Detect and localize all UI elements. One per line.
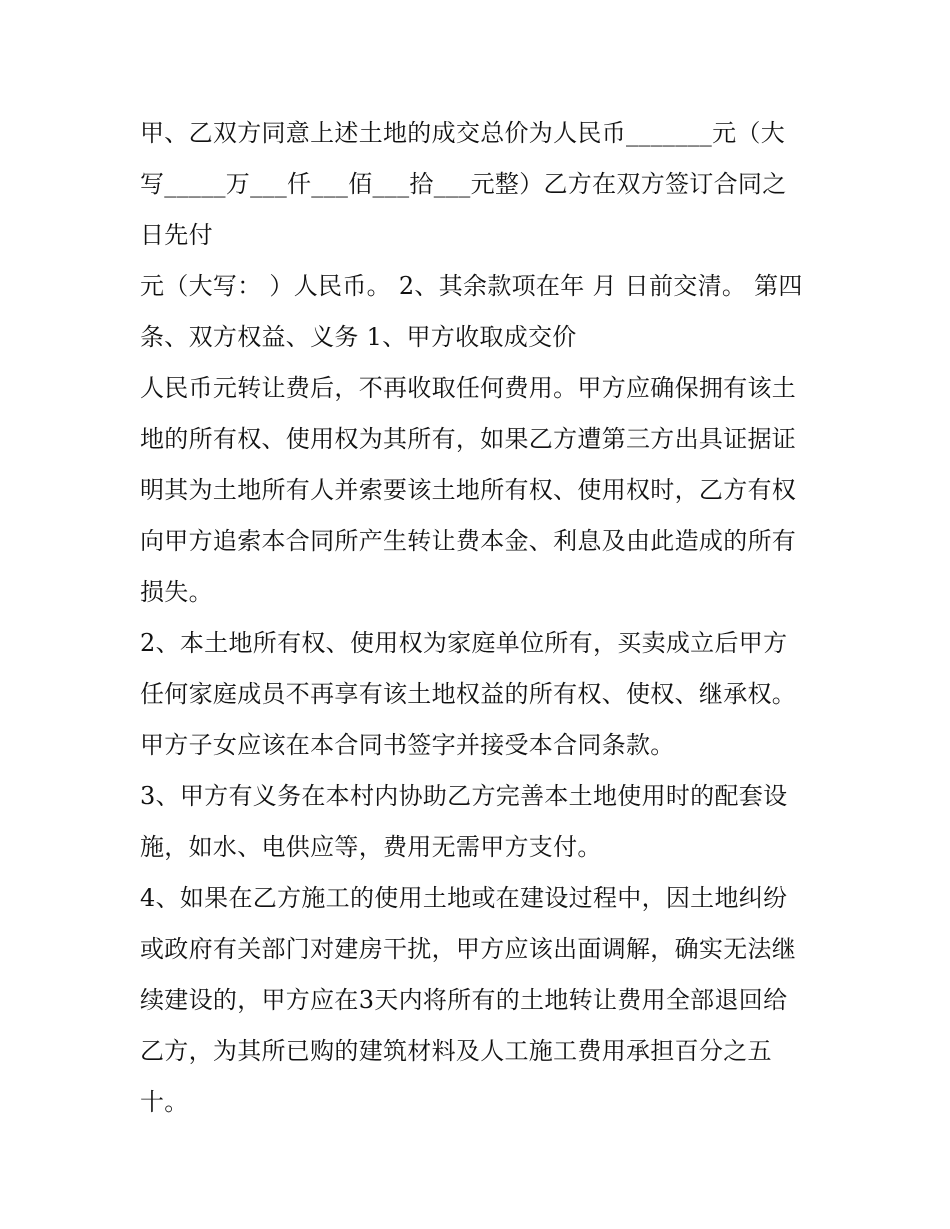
text-line: 损失。 (140, 578, 213, 606)
text-line: 2、本土地所有权、使用权为家庭单位所有，买卖成立后甲方 (140, 629, 788, 657)
text-line: 3、甲方有义务在本村内协助乙方完善本土地使用时的配套设 (140, 782, 788, 810)
text-line: 乙方，为其所已购的建筑材料及人工施工费用承担百分之五 (140, 1037, 772, 1065)
text-line: 任何家庭成员不再享有该土地权益的所有权、使权、继承权。 (140, 680, 797, 708)
text-line: 4、如果在乙方施工的使用土地或在建设过程中，因土地纠纷 (140, 884, 788, 912)
text-line: 十。 (140, 1088, 189, 1116)
text-line: 明其为土地所有人并索要该土地所有权、使用权时，乙方有权 (140, 476, 797, 504)
text-line: 施，如水、电供应等，费用无需甲方支付。 (140, 833, 602, 861)
text-line: 续建设的，甲方应在3天内将所有的土地转让费用全部退回给 (140, 986, 788, 1014)
text-line: 元（大写： ）人民币。 2、其余款项在年 月 日前交清。 第四 (140, 272, 803, 300)
document-body (140, 108, 830, 1128)
text-line: 向甲方追索本合同所产生转让费本金、利息及由此造成的所有 (140, 527, 797, 555)
text-line: 或政府有关部门对建房干扰，甲方应该出面调解，确实无法继 (140, 935, 797, 963)
text-line: 写_____万___仟___佰___拾___元整）乙方在双方签订合同之 (140, 170, 787, 198)
text-line: 地的所有权、使用权为其所有，如果乙方遭第三方出具证据证 (140, 425, 797, 453)
text-line: 条、双方权益、义务 1、甲方收取成交价 (140, 323, 577, 351)
text-line: 日先付 (140, 221, 213, 249)
text-line: 甲、乙双方同意上述土地的成交总价为人民币_______元（大 (140, 119, 785, 147)
text-line: 人民币元转让费后，不再收取任何费用。甲方应确保拥有该土 (140, 374, 797, 402)
text-line: 甲方子女应该在本合同书签字并接受本合同条款。 (140, 731, 675, 759)
